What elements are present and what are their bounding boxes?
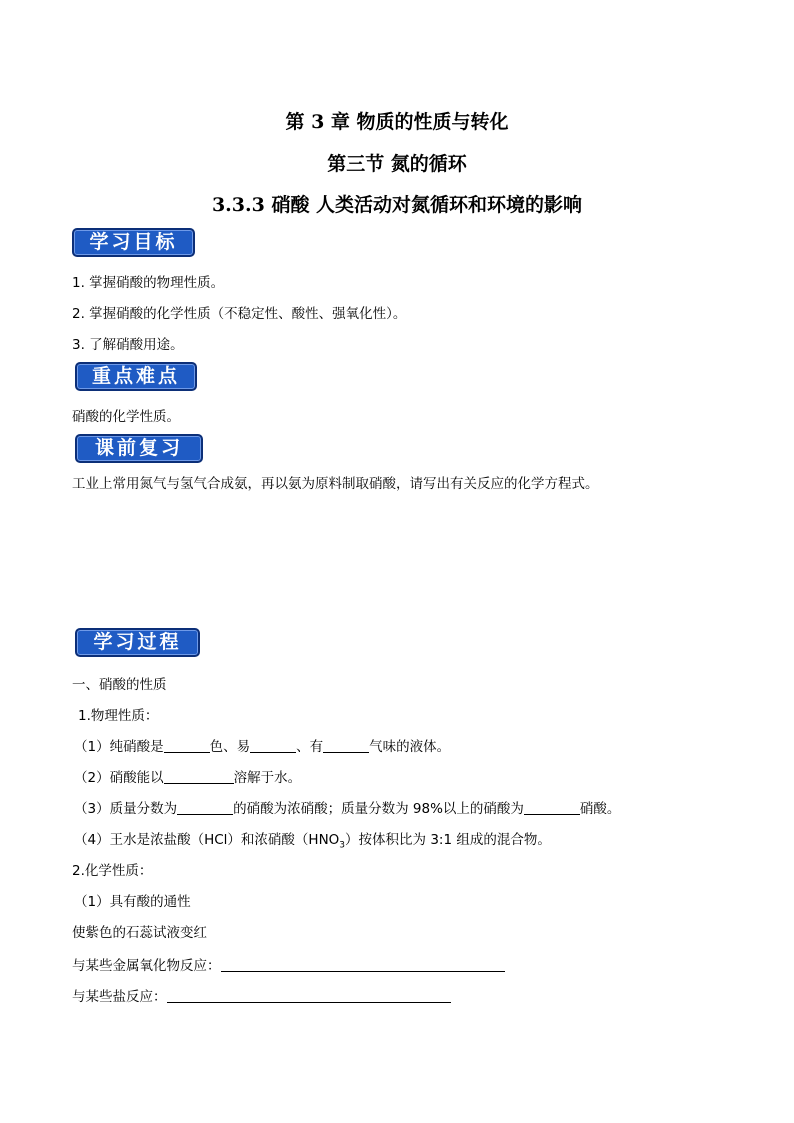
physical-properties-title: 1.物理性质： xyxy=(78,708,159,724)
fill-blank[interactable] xyxy=(164,769,234,784)
key-points-text: 硝酸的化学性质。 xyxy=(72,409,180,425)
review-text: 工业上常用氮气与氢气合成氨，再以氨为原料制取硝酸，请写出有关反应的化学方程式。 xyxy=(72,476,599,492)
fill-blank[interactable] xyxy=(524,800,580,815)
fill-blank[interactable] xyxy=(177,800,233,815)
answer-line[interactable] xyxy=(221,957,505,972)
physical-item-2 xyxy=(74,766,301,786)
objective-item-2: 2. 掌握硝酸的化学性质（不稳定性、酸性、强氧化性）。 xyxy=(72,306,407,322)
process-badge: 学习过程 xyxy=(75,628,200,657)
text-segment: 与某些金属氧化物反应： xyxy=(72,958,221,974)
text-segment: 溶解于水。 xyxy=(233,770,302,786)
chemical-item-4 xyxy=(72,985,451,1005)
text-segment: 气味的液体。 xyxy=(369,739,451,755)
text-segment: 的硝酸为浓硝酸；质量分数为 98%以上的硝酸为 xyxy=(233,801,524,817)
key-points-badge: 重点难点 xyxy=(75,362,197,391)
text-segment: 与某些盐反应： xyxy=(72,989,167,1005)
answer-line[interactable] xyxy=(167,988,451,1003)
section-title: 第三节 氮的循环 xyxy=(327,153,467,175)
text-segment: 硝酸。 xyxy=(579,801,621,817)
objective-item-1: 1. 掌握硝酸的物理性质。 xyxy=(72,275,225,291)
text-segment: ）按体积比为 3:1 组成的混合物。 xyxy=(345,832,551,848)
chemical-item-2: 使紫色的石蕊试液变红 xyxy=(72,925,207,941)
physical-item-3 xyxy=(74,797,620,817)
fill-blank[interactable] xyxy=(250,738,296,753)
subscript: 3 xyxy=(339,840,346,851)
text-segment: 、有 xyxy=(296,739,324,755)
objective-item-3: 3. 了解硝酸用途。 xyxy=(72,337,184,353)
chemical-item-1: （1）具有酸的通性 xyxy=(74,894,191,910)
text-segment: （4）王水是浓盐酸（HCl）和浓硝酸（HNO xyxy=(74,832,340,848)
chemical-item-3 xyxy=(72,954,505,974)
objectives-badge: 学习目标 xyxy=(72,228,195,257)
physical-item-1 xyxy=(74,735,450,755)
chemical-properties-title: 2.化学性质： xyxy=(72,863,153,879)
chapter-title: 第 3 章 物质的性质与转化 xyxy=(285,111,509,133)
lesson-title: 3.3.3 硝酸 人类活动对氮循环和环境的影响 xyxy=(211,194,583,216)
review-badge: 课前复习 xyxy=(75,434,203,463)
text-segment: （3）质量分数为 xyxy=(74,801,178,817)
properties-heading: 一、硝酸的性质 xyxy=(72,677,167,693)
text-segment: 色、易 xyxy=(209,739,251,755)
text-segment: （1）纯硝酸是 xyxy=(74,739,164,755)
physical-item-4 xyxy=(74,828,551,851)
text-segment: （2）硝酸能以 xyxy=(74,770,164,786)
fill-blank[interactable] xyxy=(323,738,369,753)
fill-blank[interactable] xyxy=(164,738,210,753)
